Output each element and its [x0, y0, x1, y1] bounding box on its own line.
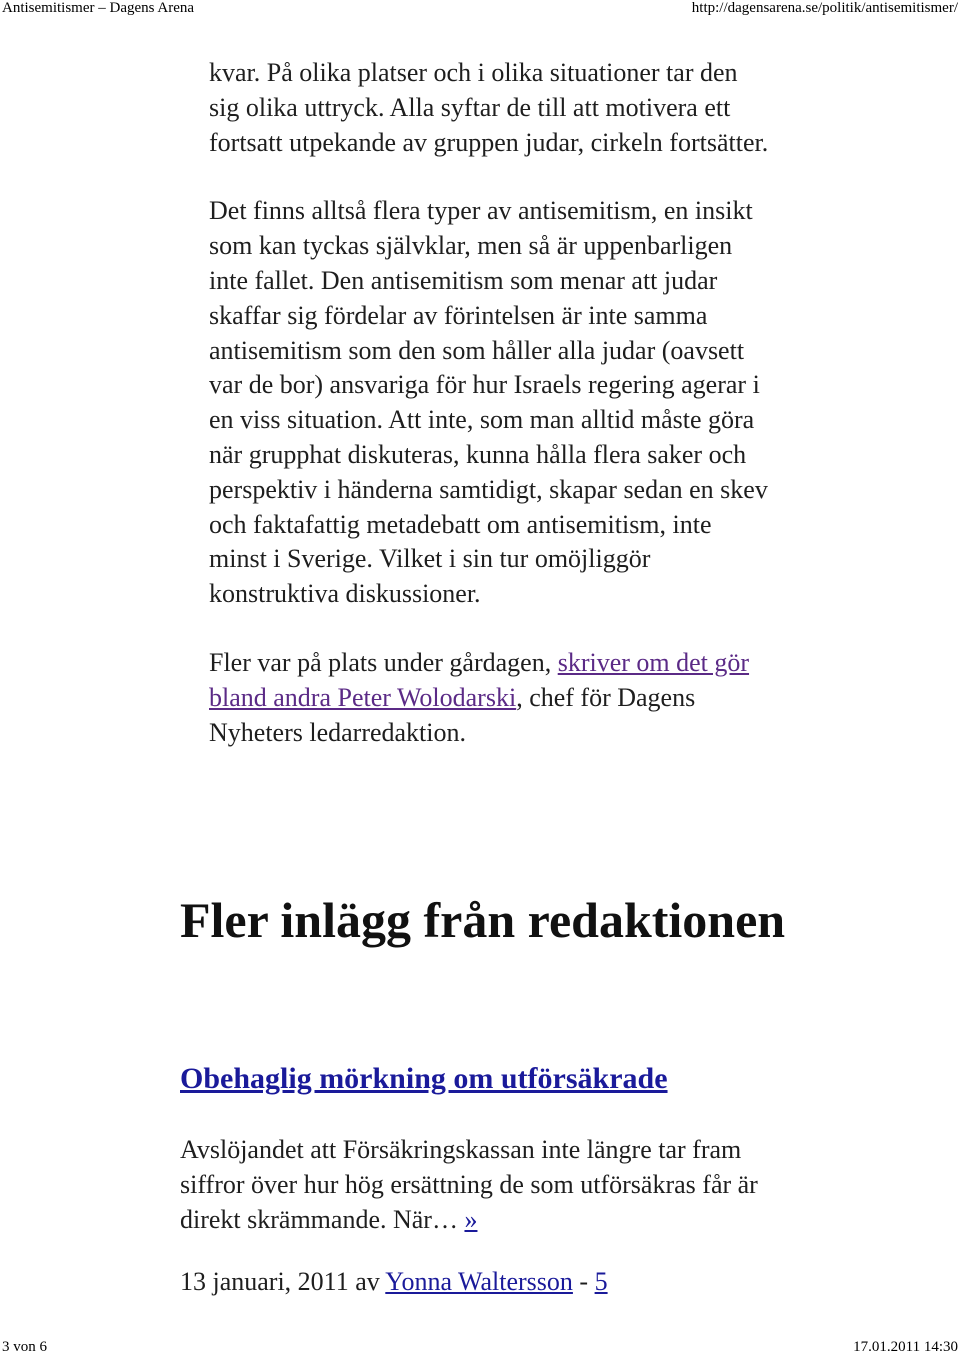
- post-excerpt: [180, 1133, 780, 1237]
- article-paragraph: [209, 646, 769, 750]
- author-link[interactable]: Yonna Waltersson: [385, 1267, 573, 1296]
- paragraph-text: Fler var på plats under gårdagen,: [209, 647, 558, 677]
- read-more-link[interactable]: »: [464, 1204, 478, 1234]
- comments-count-link[interactable]: 5: [594, 1267, 608, 1296]
- post-title-link[interactable]: Obehaglig mörkning om utförsäkrade: [180, 1062, 668, 1095]
- print-header-title: Antisemitismer – Dagens Arena: [2, 0, 195, 16]
- meta-separator: -: [572, 1267, 595, 1296]
- print-footer-timestamp: 17.01.2011 14:30: [853, 1339, 958, 1355]
- wolodarski-article-link[interactable]: skriver om det gör bland andra Peter Wolodarski: [209, 647, 750, 712]
- print-header-url: http://dagensarena.se/politik/antisemitismer/: [691, 0, 958, 16]
- excerpt-text: Avslöjandet att Försäkringskassan inte längre tar fram siffror över hur hög ersättning de som utförsäkras får är direkt skrämmande. När…: [180, 1135, 758, 1234]
- paragraph-text: , chef för Dagens Nyheters ledarredaktion.: [209, 682, 696, 747]
- post-title: [180, 1059, 668, 1099]
- article-paragraph: kvar. På olika platser och i olika situationer tar den sig olika uttryck. Alla syftar de till att motivera ett fortsatt utpekande av gruppen judar, cirkeln fortsätter.: [209, 58, 769, 157]
- article-paragraph: Det finns alltså flera typer av antisemitism, en insikt som kan tyckas självklar, men så är uppenbarligen inte fallet. Den antisemitism som menar att judar skaffar sig fördelar av förintelsen är inte samma antisemitism som den som håller alla judar (oavsett var de bor) ansvariga för hur Israels regering agerar i en viss situation. Att inte, som man alltid måste göra när grupphat diskuteras, kunna hålla flera saker och perspektiv i händerna samtidigt, skapar sedan en skev och faktafattig metadebatt om antisemitism, inte minst i Sverige. Vilket i sin tur omöjliggör konstruktiva diskussioner.: [209, 196, 768, 609]
- post-date: 13 januari, 2011 av: [180, 1267, 386, 1296]
- more-posts-heading: Fler inlägg från redaktionen: [180, 892, 786, 948]
- article-body: [209, 56, 769, 750]
- more-posts-section: [180, 886, 800, 954]
- post-meta: [180, 1265, 608, 1299]
- print-footer-page: 3 von 6: [2, 1339, 47, 1355]
